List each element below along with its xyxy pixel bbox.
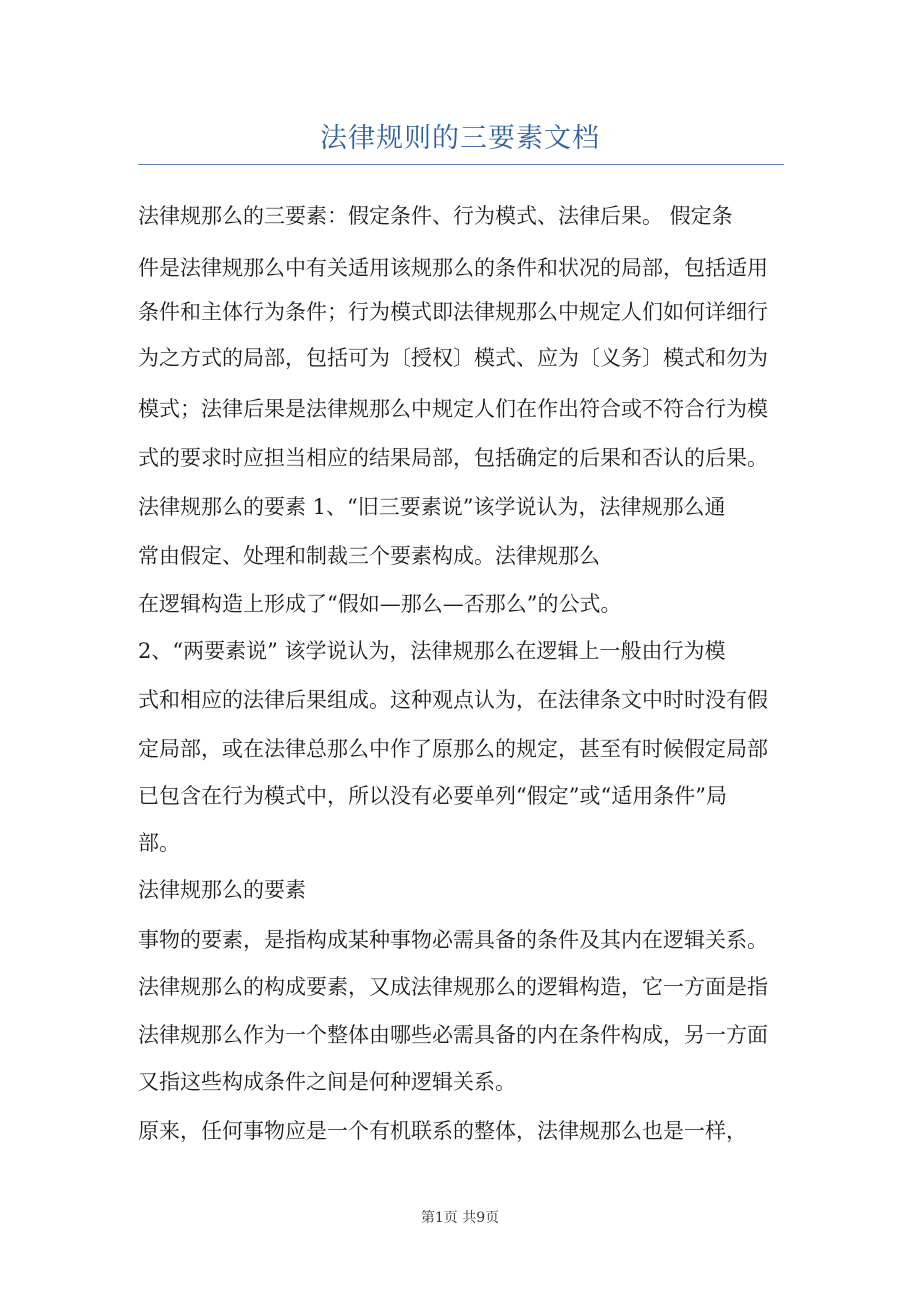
text-line: 原来，任何事物应是一个有机联系的整体，法律规那么也是一样， <box>138 1119 747 1143</box>
text-line: 条件和主体行为条件；行为模式即法律规那么中规定人们如何详细行 <box>138 300 768 324</box>
text-line: 部。 <box>138 831 180 855</box>
text-line: 常由假定、处理和制裁三个要素构成。法律规那么 <box>138 544 600 568</box>
text-line: 又指这些构成条件之间是何种逻辑关系。 <box>138 1070 516 1094</box>
text-line: 法律规那么作为一个整体由哪些必需具备的内在条件构成，另一方面 <box>138 1023 768 1047</box>
text-line: 法律规那么的构成要素，又成法律规那么的逻辑构造，它一方面是指 <box>138 975 768 999</box>
text-line: 式和相应的法律后果组成。这种观点认为，在法律条文中时时没有假 <box>138 688 768 712</box>
text-line: 事物的要素，是指构成某种事物必需具备的条件及其内在逻辑关系。 <box>138 928 768 952</box>
section-heading: 法律规那么的要素 <box>138 878 306 902</box>
text-line: 法律规那么的三要素：假定条件、行为模式、法律后果。 假定条 <box>138 204 733 228</box>
text-line: 2、“两要素说” 该学说认为，法律规那么在逻辑上一般由行为模 <box>138 639 726 663</box>
text-line: 式的要求时应担当相应的结果局部，包括确定的后果和否认的后果。 <box>138 446 768 470</box>
page-footer: 第1页 共9页 <box>420 1210 500 1226</box>
text-line: 在逻辑构造上形成了“假如—那么—否那么”的公式。 <box>138 592 622 616</box>
text-line: 模式；法律后果是法律规那么中规定人们在作出符合或不符合行为模 <box>138 397 768 421</box>
document-title: 法律规则的三要素文档 <box>320 123 600 154</box>
text-line: 定局部，或在法律总那么中作了原那么的规定，甚至有时候假定局部 <box>138 737 768 761</box>
text-line: 法律规那么的要素 1、“旧三要素说”该学说认为，法律规那么通 <box>138 495 726 519</box>
title-underline <box>138 164 784 165</box>
text-line: 已包含在行为模式中，所以没有必要单列“假定”或“适用条件”局 <box>138 784 727 808</box>
text-line: 为之方式的局部，包括可为〔授权〕模式、应为〔义务〕模式和勿为 <box>138 346 768 370</box>
text-line: 件是法律规那么中有关适用该规那么的条件和状况的局部，包括适用 <box>138 256 768 280</box>
